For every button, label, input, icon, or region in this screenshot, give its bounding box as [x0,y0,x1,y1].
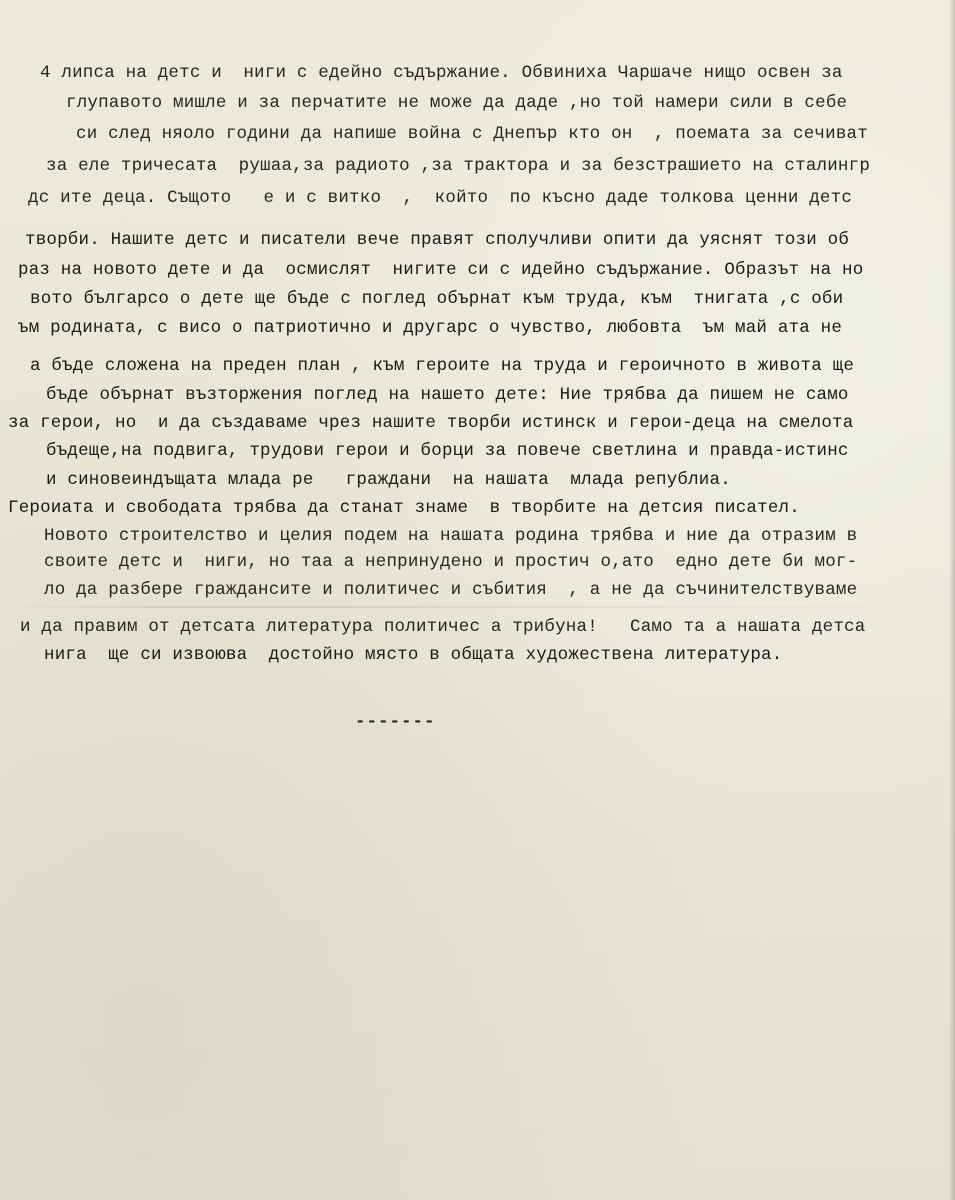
text-line-3: си след няоло години да напише война с Днепър кто он , поемата за сечиват [76,124,868,144]
text-line-5: дс ите деца. Същото е и с витко , който по късно даде толкова ценни детс [28,188,853,208]
text-line-19: и да правим от детсата литература политичес а трибуна! Само та а нашата детса [20,617,866,637]
text-line-18: ло да разбере граждансите и политичес и събития , а не да съчинителствуваме [44,580,858,600]
text-line-9: ъм родината, с висо о патриотично и другарс о чувство, любовта ъм май ата не [18,318,843,338]
text-line-17: своите детс и ниги, но таа а непринудено и простич о,ато едно дете би мог- [44,552,858,572]
text-line-13: бъдеще,на подвига, трудови герои и борци за повече светлина и правда-истинс [46,441,849,461]
closing-divider: ------- [355,712,436,732]
text-line-11: бъде обърнат възторжения поглед на нашето дете: Ние трябва да пишем не само [46,385,849,405]
text-line-10: а бъде сложена на преден план , към героите на труда и героичното в живота ще [30,356,855,376]
text-line-7: раз на новото дете и да осмислят нигите си с идейно съдържание. Образът на но [18,260,864,280]
text-line-16: Новото строителство и целия подем на нашата родина трябва и ние да отразим в [44,526,858,546]
text-line-20: нига ще си извоюва достойно място в общата художествена литература. [44,645,783,665]
text-line-12: за герои, но и да създаваме чрез нашите творби истинск и герои-деца на смелота [8,413,854,433]
text-line-14: и синовеиндъщата млада ре граждани на нашата млада републиа. [46,470,731,490]
text-line-1: 4 липса на детс и ниги с едейно съдържание. Обвиниха Чаршаче нищо освен за [40,63,843,83]
text-line-4: за еле тричесата рушаа,за радиото ,за трактора и за безстрашието на сталингр [46,156,871,176]
text-line-15: Героиата и свободата трябва да станат знаме в творбите на детсия писател. [8,498,800,518]
text-line-8: вото българсо о дете ще бъде с поглед обърнат към труда, към тнигата ,с оби [30,289,844,309]
text-line-6: творби. Нашите детс и писатели вече правят сполучливи опити да уяснят този об [25,230,850,250]
text-line-2: глупавото мишле и за перчатите не може да даде ,но той намери сили в себе [66,93,848,113]
